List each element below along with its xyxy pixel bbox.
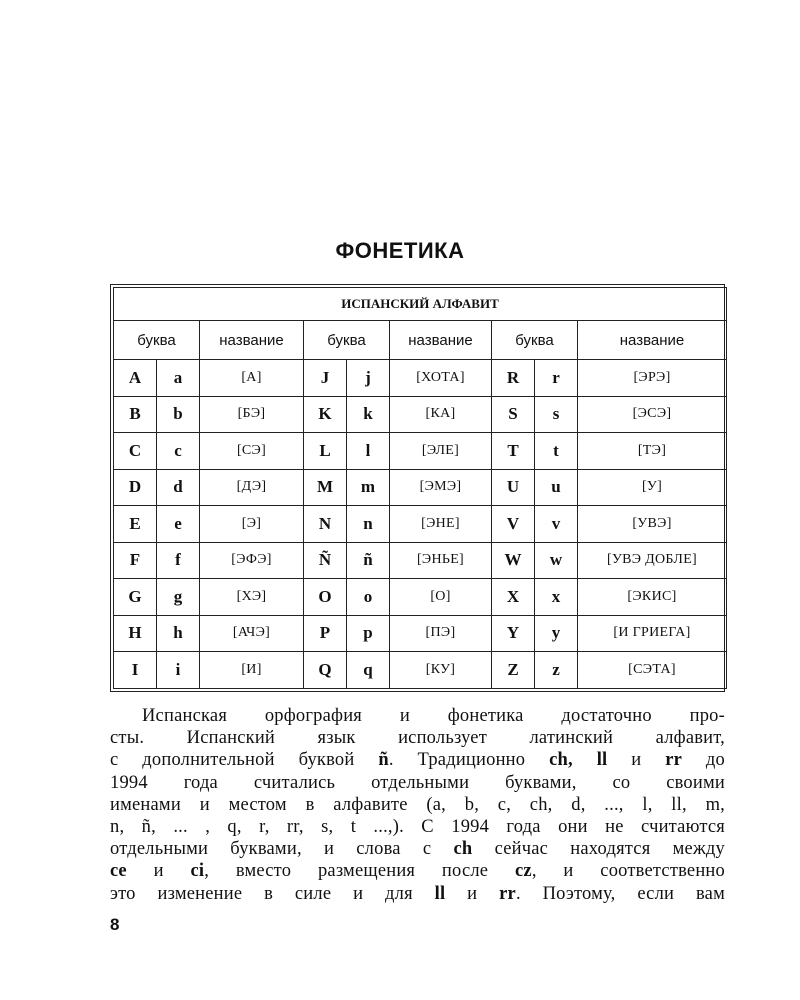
- uppercase-letter: R: [492, 360, 535, 397]
- alphabet-row: [114, 433, 727, 470]
- uppercase-letter: X: [492, 579, 535, 616]
- uppercase-letter: T: [492, 433, 535, 470]
- lowercase-letter: h: [157, 615, 200, 652]
- alphabet-table-frame: [110, 284, 725, 692]
- letter-name: [ЭФЭ]: [200, 542, 304, 579]
- letter-name: [УВЭ ДОБЛЕ]: [578, 542, 727, 579]
- alphabet-row: [114, 579, 727, 616]
- alphabet-row: [114, 396, 727, 433]
- letter-name: [Э]: [200, 506, 304, 543]
- uppercase-letter: H: [114, 615, 157, 652]
- lowercase-letter: r: [535, 360, 578, 397]
- lowercase-letter: o: [347, 579, 390, 616]
- lowercase-letter: d: [157, 469, 200, 506]
- uppercase-letter: G: [114, 579, 157, 616]
- uppercase-letter: M: [304, 469, 347, 506]
- letter-name: [ТЭ]: [578, 433, 727, 470]
- letter-name: [КУ]: [390, 652, 492, 689]
- alphabet-row: [114, 360, 727, 397]
- text-line: ce и ci, вместо размещения после cz, и соответственно: [110, 861, 725, 882]
- uppercase-letter: V: [492, 506, 535, 543]
- lowercase-letter: w: [535, 542, 578, 579]
- uppercase-letter: C: [114, 433, 157, 470]
- lowercase-letter: u: [535, 469, 578, 506]
- lowercase-letter: c: [157, 433, 200, 470]
- uppercase-letter: B: [114, 396, 157, 433]
- body-paragraph: [110, 705, 725, 905]
- uppercase-letter: F: [114, 542, 157, 579]
- uppercase-letter: K: [304, 396, 347, 433]
- lowercase-letter: q: [347, 652, 390, 689]
- alphabet-row: [114, 506, 727, 543]
- lowercase-letter: n: [347, 506, 390, 543]
- letter-name: [СЭ]: [200, 433, 304, 470]
- uppercase-letter: J: [304, 360, 347, 397]
- alphabet-row: [114, 652, 727, 689]
- alphabet-table-body: [114, 360, 727, 689]
- uppercase-letter: L: [304, 433, 347, 470]
- letter-name: [ЭСЭ]: [578, 396, 727, 433]
- letter-name: [УВЭ]: [578, 506, 727, 543]
- page-heading: ФОНЕТИКА: [335, 238, 465, 263]
- lowercase-letter: v: [535, 506, 578, 543]
- column-header-name: название: [200, 321, 304, 360]
- letter-name: [И ГРИЕГА]: [578, 615, 727, 652]
- letter-name: [ЭНЕ]: [390, 506, 492, 543]
- letter-name: [ПЭ]: [390, 615, 492, 652]
- uppercase-letter: D: [114, 469, 157, 506]
- lowercase-letter: j: [347, 360, 390, 397]
- lowercase-letter: f: [157, 542, 200, 579]
- page-number: 8: [110, 915, 120, 934]
- text-line: именами и местом в алфавите (a, b, c, ch, d, ..., l, ll, m,: [110, 794, 725, 815]
- uppercase-letter: A: [114, 360, 157, 397]
- lowercase-letter: l: [347, 433, 390, 470]
- lowercase-letter: ñ: [347, 542, 390, 579]
- uppercase-letter: W: [492, 542, 535, 579]
- lowercase-letter: y: [535, 615, 578, 652]
- uppercase-letter: N: [304, 506, 347, 543]
- lowercase-letter: t: [535, 433, 578, 470]
- text-line: n, ñ, ... , q, r, rr, s, t ...,). С 1994 года они не считаются: [110, 817, 725, 838]
- letter-name: [У]: [578, 469, 727, 506]
- uppercase-letter: I: [114, 652, 157, 689]
- uppercase-letter: U: [492, 469, 535, 506]
- letter-name: [A]: [200, 360, 304, 397]
- column-header-name: название: [390, 321, 492, 360]
- lowercase-letter: a: [157, 360, 200, 397]
- alphabet-table: [113, 287, 727, 689]
- text-line: отдельными буквами, и слова с ch сейчас находятся между: [110, 839, 725, 860]
- letter-name: [И]: [200, 652, 304, 689]
- lowercase-letter: s: [535, 396, 578, 433]
- text-line: с дополнительной буквой ñ. Традиционно ch, ll и rr до: [110, 750, 725, 771]
- uppercase-letter: S: [492, 396, 535, 433]
- uppercase-letter: P: [304, 615, 347, 652]
- letter-name: [ЭРЭ]: [578, 360, 727, 397]
- uppercase-letter: Q: [304, 652, 347, 689]
- letter-name: [ХЭ]: [200, 579, 304, 616]
- lowercase-letter: i: [157, 652, 200, 689]
- lowercase-letter: b: [157, 396, 200, 433]
- lowercase-letter: k: [347, 396, 390, 433]
- letter-name: [ЭЛЕ]: [390, 433, 492, 470]
- alphabet-row: [114, 615, 727, 652]
- letter-name: [ЭНЬЕ]: [390, 542, 492, 579]
- text-line: сты. Испанский язык использует латинский алфавит,: [110, 728, 725, 749]
- lowercase-letter: x: [535, 579, 578, 616]
- letter-name: [ДЭ]: [200, 469, 304, 506]
- letter-name: [O]: [390, 579, 492, 616]
- column-header-letter: буква: [492, 321, 578, 360]
- column-header-letter: буква: [114, 321, 200, 360]
- alphabet-row: [114, 469, 727, 506]
- uppercase-letter: Ñ: [304, 542, 347, 579]
- uppercase-letter: Y: [492, 615, 535, 652]
- text-line: 1994 года считались отдельными буквами, со своими: [110, 772, 725, 793]
- lowercase-letter: p: [347, 615, 390, 652]
- letter-name: [ХОТА]: [390, 360, 492, 397]
- letter-name: [БЭ]: [200, 396, 304, 433]
- letter-name: [ЭМЭ]: [390, 469, 492, 506]
- column-header-letter: буква: [304, 321, 390, 360]
- letter-name: [ЭКИС]: [578, 579, 727, 616]
- lowercase-letter: z: [535, 652, 578, 689]
- letter-name: [АЧЭ]: [200, 615, 304, 652]
- letter-name: [КА]: [390, 396, 492, 433]
- lowercase-letter: e: [157, 506, 200, 543]
- uppercase-letter: O: [304, 579, 347, 616]
- column-header-name: название: [578, 321, 727, 360]
- table-title: ИСПАНСКИЙ АЛФАВИТ: [114, 288, 727, 321]
- uppercase-letter: Z: [492, 652, 535, 689]
- letter-name: [СЭТА]: [578, 652, 727, 689]
- alphabet-row: [114, 542, 727, 579]
- text-line: это изменение в силе и для ll и rr. Поэтому, если вам: [110, 883, 725, 904]
- text-line: Испанская орфография и фонетика достаточно про-: [142, 706, 725, 726]
- lowercase-letter: m: [347, 469, 390, 506]
- lowercase-letter: g: [157, 579, 200, 616]
- uppercase-letter: E: [114, 506, 157, 543]
